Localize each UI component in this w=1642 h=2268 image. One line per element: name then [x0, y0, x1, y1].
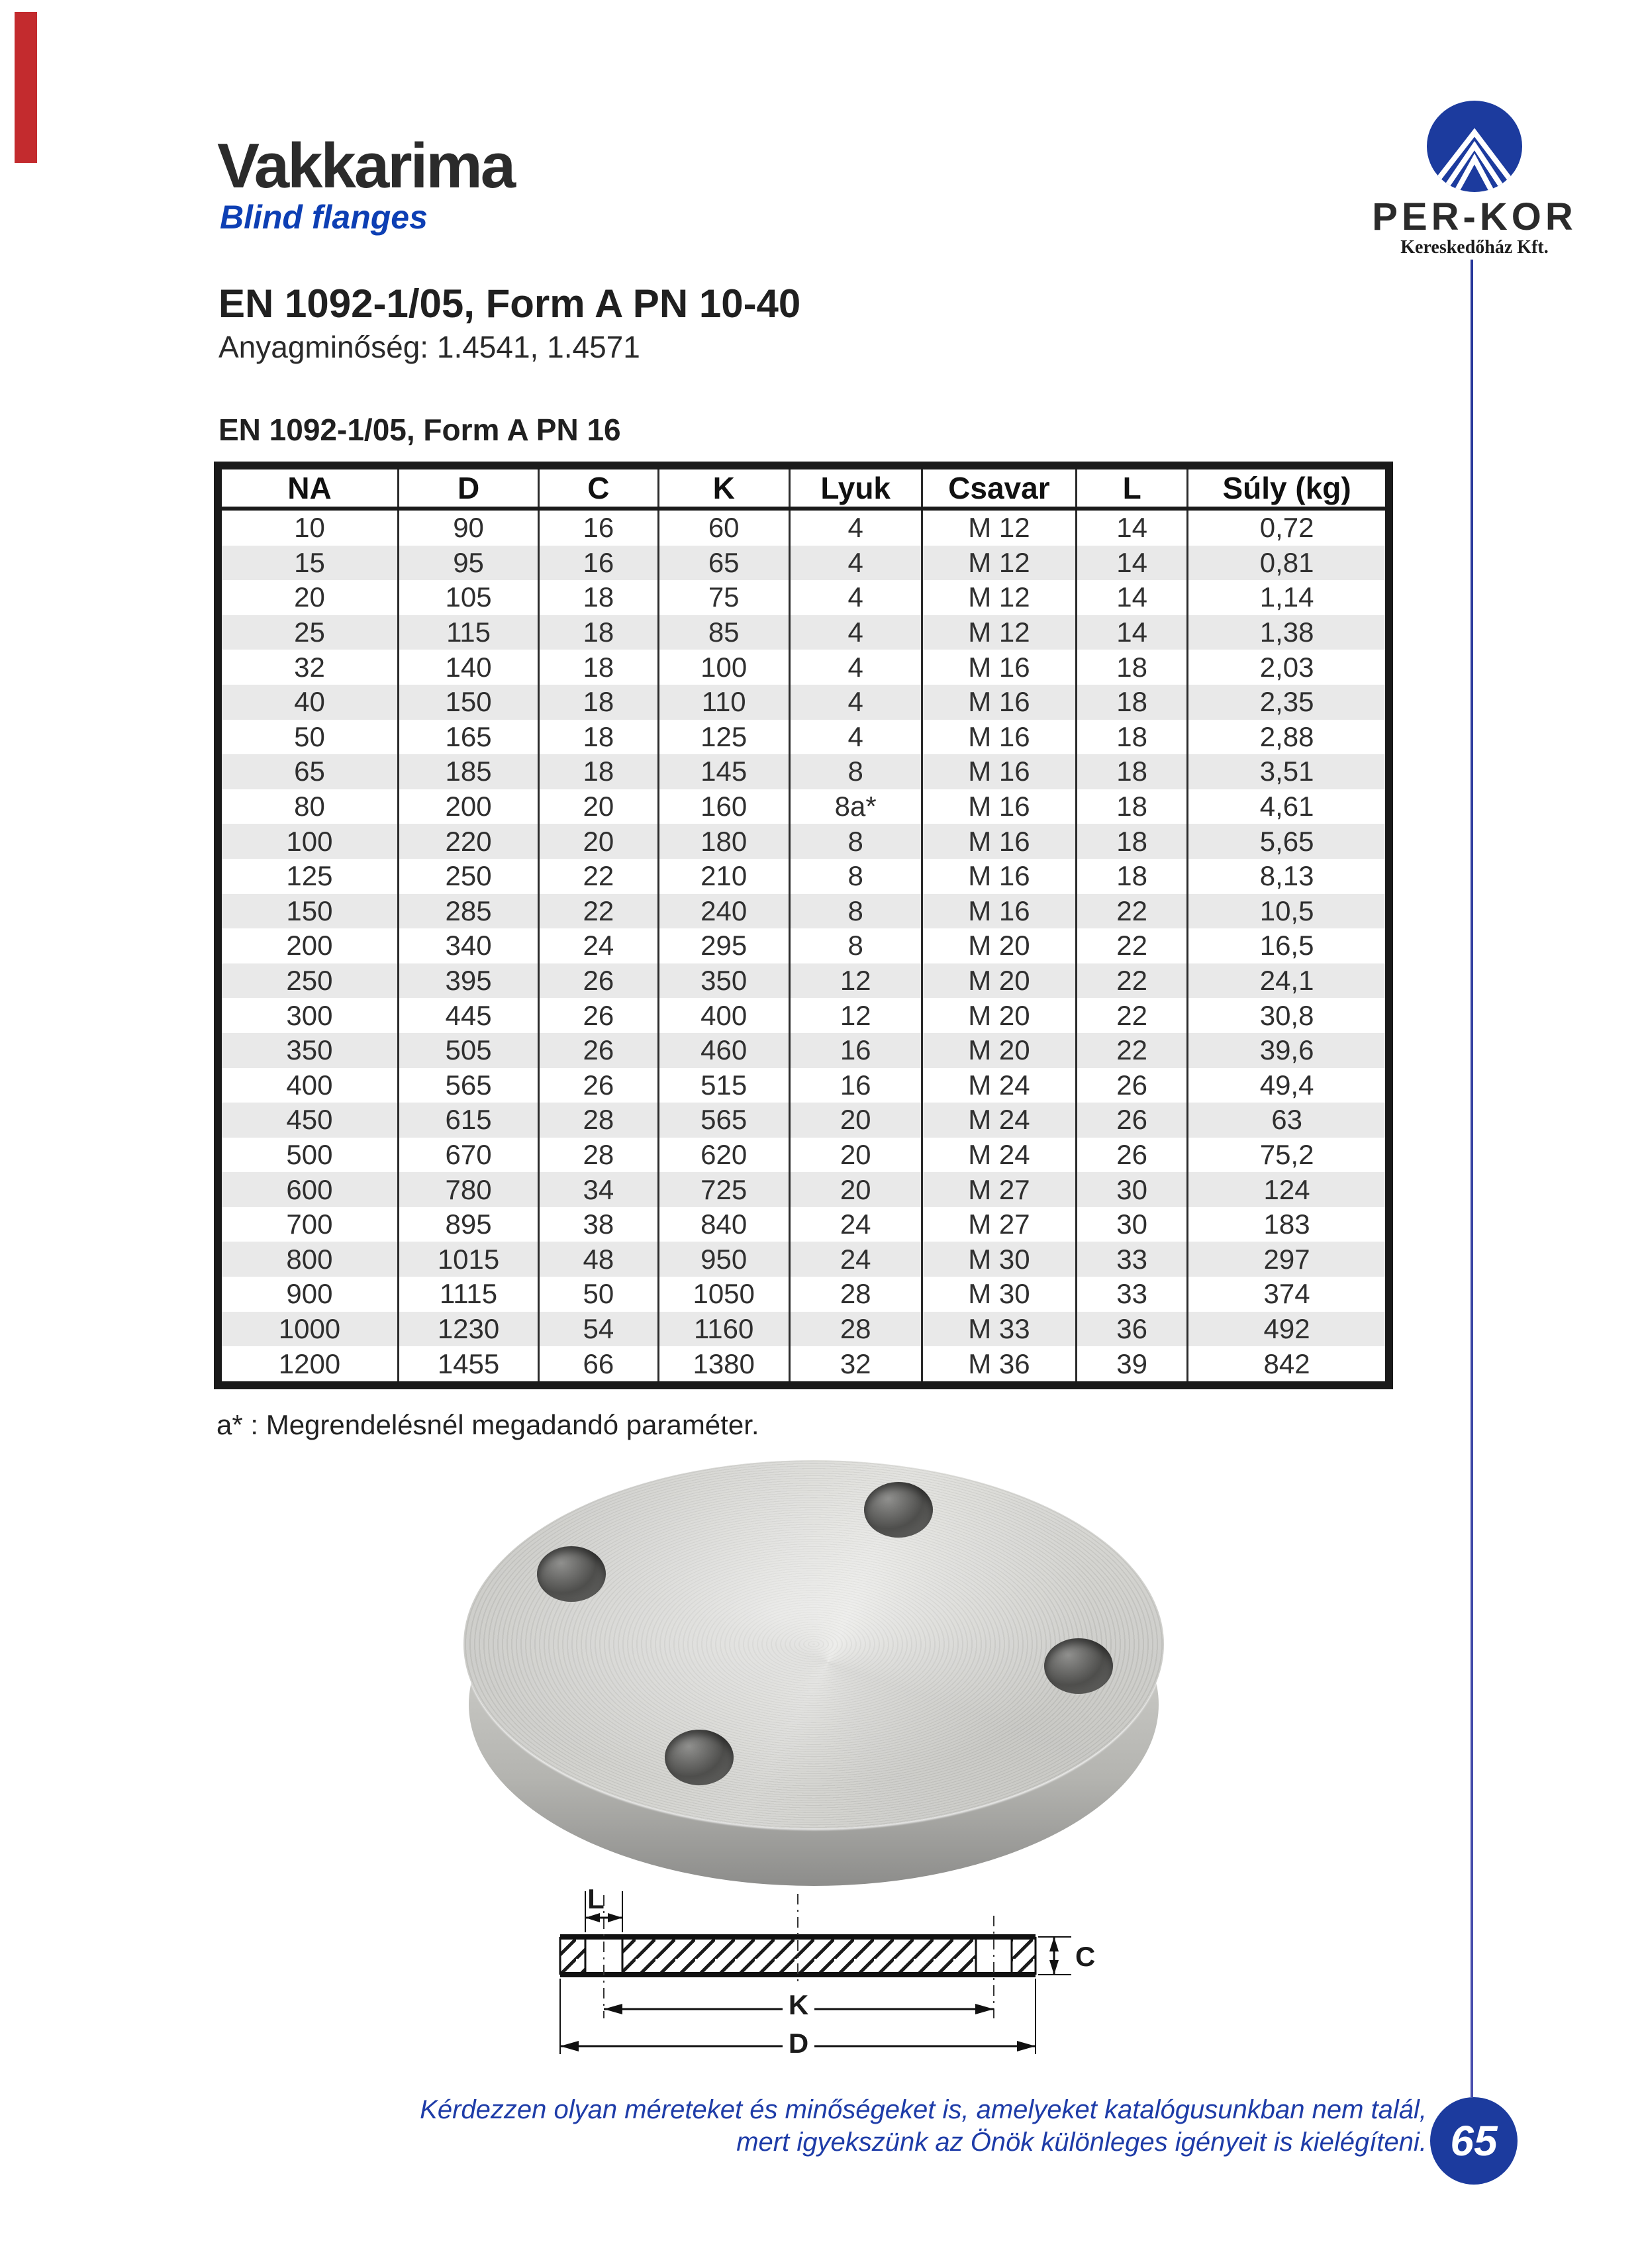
table-cell: 140	[398, 650, 538, 685]
table-cell: 28	[789, 1277, 922, 1312]
table-cell: 24	[789, 1242, 922, 1277]
table-row	[218, 1312, 1389, 1347]
table-cell: 18	[539, 685, 658, 720]
table-cell: 8	[789, 754, 922, 789]
table-cell: 670	[398, 1138, 538, 1173]
table-cell: 565	[398, 1068, 538, 1103]
vertical-divider	[1471, 260, 1473, 2097]
table-row	[218, 1207, 1389, 1242]
table-cell: 12	[789, 998, 922, 1033]
table-cell: 1000	[278, 1312, 341, 1344]
table-cell: 18	[1077, 720, 1188, 755]
company-logo	[1368, 99, 1581, 258]
table-cell: 54	[539, 1312, 658, 1347]
table-cell: 33	[1077, 1277, 1188, 1312]
table-cell: 18	[1077, 824, 1188, 859]
table-row	[218, 963, 1389, 999]
table-cell: 26	[1077, 1138, 1188, 1173]
table-header-row	[218, 466, 1389, 509]
table-cell: 14	[1077, 546, 1188, 581]
table-cell: 4	[789, 685, 922, 720]
table-row	[218, 789, 1389, 824]
table-cell: 400	[286, 1069, 333, 1101]
table-cell: 8,13	[1188, 859, 1389, 894]
table-cell: 460	[658, 1033, 789, 1068]
table-cell: 50	[539, 1277, 658, 1312]
table-cell: 515	[658, 1068, 789, 1103]
table-cell: 250	[398, 859, 538, 894]
table-cell: 1015	[398, 1242, 538, 1277]
table-cell: 32	[294, 651, 325, 683]
table-cell: 4	[789, 580, 922, 615]
table-cell: 36	[1077, 1312, 1188, 1347]
table-cell: 395	[398, 963, 538, 999]
table-cell: 250	[286, 965, 333, 997]
table-cell: 24	[539, 928, 658, 963]
column-header: K	[658, 466, 789, 509]
per-kor-logo-icon	[1426, 99, 1523, 193]
table-cell: 95	[398, 546, 538, 581]
table-row	[218, 615, 1389, 650]
table-cell: 505	[398, 1033, 538, 1068]
table-row	[218, 1242, 1389, 1277]
table-cell: 445	[398, 998, 538, 1033]
table-cell: 16	[539, 509, 658, 546]
table-cell: 1230	[398, 1312, 538, 1347]
table-cell: 20	[294, 581, 325, 613]
table-title: EN 1092-1/05, Form A PN 16	[218, 413, 621, 447]
table-cell: 950	[658, 1242, 789, 1277]
table-cell: 18	[539, 650, 658, 685]
table-row	[218, 720, 1389, 755]
table-cell: 22	[1077, 998, 1188, 1033]
table-cell: M 16	[922, 894, 1077, 929]
table-cell: 26	[1077, 1103, 1188, 1138]
table-cell: M 12	[922, 546, 1077, 581]
table-cell: 66	[539, 1346, 658, 1385]
table-cell: 14	[1077, 509, 1188, 546]
dim-label-d: D	[788, 2028, 809, 2059]
bolt-hole	[537, 1546, 606, 1602]
table-row	[218, 928, 1389, 963]
table-cell: M 12	[922, 509, 1077, 546]
table-cell: 28	[789, 1312, 922, 1347]
table-cell: 34	[539, 1172, 658, 1207]
red-corner-tab	[15, 12, 37, 163]
table-cell: 4	[789, 509, 922, 546]
table-row	[218, 580, 1389, 615]
logo-name: PER-KOR	[1372, 195, 1577, 238]
table-cell: 145	[658, 754, 789, 789]
table-cell: 10	[294, 512, 325, 544]
table-cell: 65	[658, 546, 789, 581]
table-cell: 22	[1077, 963, 1188, 999]
table-cell: 1160	[658, 1312, 789, 1347]
table-cell: 4	[789, 650, 922, 685]
table-row	[218, 1068, 1389, 1103]
table-cell: 2,88	[1188, 720, 1389, 755]
table-row	[218, 1172, 1389, 1207]
table-cell: 340	[398, 928, 538, 963]
table-cell: 400	[658, 998, 789, 1033]
table-cell: 8a*	[789, 789, 922, 824]
table-cell: 20	[789, 1103, 922, 1138]
table-cell: 63	[1188, 1103, 1389, 1138]
table-row	[218, 650, 1389, 685]
table-row	[218, 1277, 1389, 1312]
column-header: Csavar	[922, 466, 1077, 509]
page-number-badge	[1430, 2097, 1518, 2185]
table-cell: 200	[286, 930, 333, 961]
table-cell: 60	[658, 509, 789, 546]
flange-table-body	[218, 509, 1389, 1385]
table-row	[218, 998, 1389, 1033]
table-cell: 295	[658, 928, 789, 963]
table-cell: 4	[789, 546, 922, 581]
table-cell: 18	[1077, 754, 1188, 789]
table-cell: 26	[539, 1068, 658, 1103]
table-cell: 50	[294, 720, 325, 752]
table-cell: 0,81	[1188, 546, 1389, 581]
table-cell: 16,5	[1188, 928, 1389, 963]
table-cell: 14	[1077, 580, 1188, 615]
table-cell: 600	[286, 1173, 333, 1205]
table-cell: M 27	[922, 1207, 1077, 1242]
table-cell: 350	[286, 1034, 333, 1066]
dim-label-c: C	[1075, 1941, 1096, 1972]
table-cell: M 20	[922, 963, 1077, 999]
table-cell: 30	[1077, 1207, 1188, 1242]
table-cell: 39	[1077, 1346, 1188, 1385]
table-cell: 110	[658, 685, 789, 720]
flange-cross-section-drawing	[516, 1879, 1112, 2071]
bolt-hole	[1044, 1638, 1113, 1694]
table-cell: 800	[286, 1243, 333, 1275]
table-cell: 26	[1077, 1068, 1188, 1103]
table-cell: M 30	[922, 1277, 1077, 1312]
table-cell: 100	[286, 825, 333, 857]
table-cell: 75,2	[1188, 1138, 1389, 1173]
table-cell: 1200	[278, 1348, 341, 1379]
table-cell: 28	[539, 1103, 658, 1138]
table-cell: 80	[294, 791, 325, 822]
table-cell: 8	[789, 928, 922, 963]
table-cell: 300	[286, 999, 333, 1031]
table-cell: 30,8	[1188, 998, 1389, 1033]
table-row	[218, 1138, 1389, 1173]
table-cell: 4	[789, 720, 922, 755]
table-cell: 700	[286, 1208, 333, 1240]
table-cell: 30	[1077, 1172, 1188, 1207]
table-footnote: a* : Megrendelésnél megadandó paraméter.	[217, 1409, 759, 1440]
footer-note	[301, 2094, 1427, 2159]
table-cell: 18	[1077, 789, 1188, 824]
table-cell: 18	[1077, 650, 1188, 685]
flange-photo	[463, 1460, 1164, 1887]
table-row	[218, 824, 1389, 859]
table-cell: 1380	[658, 1346, 789, 1385]
table-cell: 38	[539, 1207, 658, 1242]
table-cell: M 30	[922, 1242, 1077, 1277]
table-cell: M 36	[922, 1346, 1077, 1385]
table-cell: 10,5	[1188, 894, 1389, 929]
table-cell: 895	[398, 1207, 538, 1242]
table-cell: 1050	[658, 1277, 789, 1312]
column-header: D	[398, 466, 538, 509]
table-cell: 24	[789, 1207, 922, 1242]
table-cell: 8	[789, 824, 922, 859]
table-cell: 450	[286, 1104, 333, 1136]
table-cell: M 24	[922, 1103, 1077, 1138]
table-row	[218, 754, 1389, 789]
table-cell: 16	[539, 546, 658, 581]
table-cell: 20	[789, 1138, 922, 1173]
table-cell: 220	[398, 824, 538, 859]
table-cell: 374	[1188, 1277, 1389, 1312]
table-row	[218, 546, 1389, 581]
table-cell: 185	[398, 754, 538, 789]
table-cell: 22	[1077, 928, 1188, 963]
logo-subtitle: Kereskedőház Kft.	[1400, 237, 1549, 258]
table-cell: M 16	[922, 789, 1077, 824]
table-cell: 2,35	[1188, 685, 1389, 720]
table-cell: 18	[539, 580, 658, 615]
table-cell: 1115	[398, 1277, 538, 1312]
table-cell: 240	[658, 894, 789, 929]
table-row	[218, 1033, 1389, 1068]
table-cell: 1,14	[1188, 580, 1389, 615]
table-cell: 3,51	[1188, 754, 1389, 789]
table-cell: 124	[1188, 1172, 1389, 1207]
table-cell: 210	[658, 859, 789, 894]
table-cell: 8	[789, 859, 922, 894]
table-cell: M 16	[922, 685, 1077, 720]
table-cell: 16	[789, 1068, 922, 1103]
dim-label-l: L	[587, 1883, 604, 1914]
dim-label-k: K	[788, 1989, 809, 2020]
table-cell: 492	[1188, 1312, 1389, 1347]
table-cell: 285	[398, 894, 538, 929]
table-cell: 500	[286, 1138, 333, 1170]
page-title: Vakkarima	[217, 130, 514, 201]
table-cell: 20	[789, 1172, 922, 1207]
table-cell: 24,1	[1188, 963, 1389, 999]
table-cell: 5,65	[1188, 824, 1389, 859]
table-cell: 75	[658, 580, 789, 615]
table-cell: 1,38	[1188, 615, 1389, 650]
table-cell: 18	[539, 754, 658, 789]
table-cell: 842	[1188, 1346, 1389, 1385]
table-cell: M 24	[922, 1068, 1077, 1103]
table-cell: 40	[294, 686, 325, 718]
page-subtitle: Blind flanges	[220, 199, 428, 236]
table-row	[218, 1346, 1389, 1385]
footer-line-1: Kérdezzen olyan méreteket és minőségeket is, amelyeket katalógusunkban nem talál,	[420, 2095, 1427, 2124]
table-cell: 22	[539, 894, 658, 929]
table-cell: M 33	[922, 1312, 1077, 1347]
flange-dimension-table	[214, 462, 1393, 1389]
table-cell: 297	[1188, 1242, 1389, 1277]
bolt-hole	[665, 1730, 734, 1785]
table-cell: 26	[539, 998, 658, 1033]
table-cell: 183	[1188, 1207, 1389, 1242]
table-cell: 2,03	[1188, 650, 1389, 685]
column-header: NA	[218, 466, 398, 509]
table-row	[218, 685, 1389, 720]
table-cell: M 20	[922, 1033, 1077, 1068]
table-cell: M 27	[922, 1172, 1077, 1207]
table-cell: 85	[658, 615, 789, 650]
table-cell: 0,72	[1188, 509, 1389, 546]
table-cell: 160	[658, 789, 789, 824]
table-cell: 1455	[398, 1346, 538, 1385]
table-cell: 18	[539, 615, 658, 650]
table-cell: 900	[286, 1278, 333, 1310]
table-cell: 725	[658, 1172, 789, 1207]
table-row	[218, 894, 1389, 929]
table-cell: 18	[539, 720, 658, 755]
table-cell: 125	[286, 860, 333, 892]
table-cell: 22	[539, 859, 658, 894]
material-grade: Anyagminőség: 1.4541, 1.4571	[218, 330, 640, 364]
table-cell: 20	[539, 824, 658, 859]
table-cell: 780	[398, 1172, 538, 1207]
table-cell: 16	[789, 1033, 922, 1068]
table-cell: 26	[539, 1033, 658, 1068]
table-cell: 22	[1077, 1033, 1188, 1068]
table-cell: M 16	[922, 650, 1077, 685]
table-cell: 26	[539, 963, 658, 999]
table-cell: 840	[658, 1207, 789, 1242]
table-row	[218, 1103, 1389, 1138]
table-cell: 200	[398, 789, 538, 824]
column-header: C	[539, 466, 658, 509]
table-cell: 39,6	[1188, 1033, 1389, 1068]
table-cell: 150	[398, 685, 538, 720]
table-cell: 18	[1077, 859, 1188, 894]
bolt-hole	[864, 1482, 933, 1538]
column-header: L	[1077, 466, 1188, 509]
table-cell: 65	[294, 756, 325, 787]
table-cell: 125	[658, 720, 789, 755]
footer-line-2: mert igyekszünk az Önök különleges igényeit is kielégíteni.	[736, 2128, 1427, 2157]
table-cell: 615	[398, 1103, 538, 1138]
table-cell: 115	[398, 615, 538, 650]
column-header: Lyuk	[789, 466, 922, 509]
table-cell: M 12	[922, 580, 1077, 615]
table-cell: 32	[789, 1346, 922, 1385]
table-cell: 620	[658, 1138, 789, 1173]
table-cell: M 16	[922, 859, 1077, 894]
table-cell: 565	[658, 1103, 789, 1138]
section-heading: EN 1092-1/05, Form A PN 10-40	[218, 281, 801, 326]
table-cell: M 20	[922, 928, 1077, 963]
table-cell: M 20	[922, 998, 1077, 1033]
table-cell: M 12	[922, 615, 1077, 650]
table-cell: M 16	[922, 754, 1077, 789]
table-cell: M 24	[922, 1138, 1077, 1173]
table-cell: 350	[658, 963, 789, 999]
table-cell: 8	[789, 894, 922, 929]
table-cell: 14	[1077, 615, 1188, 650]
table-cell: M 16	[922, 720, 1077, 755]
column-header: Súly (kg)	[1188, 466, 1389, 509]
table-cell: 90	[398, 509, 538, 546]
table-row	[218, 509, 1389, 546]
table-cell: 15	[294, 546, 325, 578]
table-cell: 105	[398, 580, 538, 615]
table-cell: 180	[658, 824, 789, 859]
table-cell: 48	[539, 1242, 658, 1277]
table-cell: 25	[294, 616, 325, 648]
table-cell: 150	[286, 895, 333, 926]
table-cell: M 16	[922, 824, 1077, 859]
table-cell: 100	[658, 650, 789, 685]
table-cell: 12	[789, 963, 922, 999]
table-cell: 33	[1077, 1242, 1188, 1277]
table-cell: 49,4	[1188, 1068, 1389, 1103]
table-cell: 165	[398, 720, 538, 755]
table-cell: 22	[1077, 894, 1188, 929]
table-cell: 28	[539, 1138, 658, 1173]
page-number: 65	[1450, 2117, 1498, 2165]
table-row	[218, 859, 1389, 894]
table-cell: 4,61	[1188, 789, 1389, 824]
table-cell: 18	[1077, 685, 1188, 720]
table-cell: 20	[539, 789, 658, 824]
table-cell: 4	[789, 615, 922, 650]
